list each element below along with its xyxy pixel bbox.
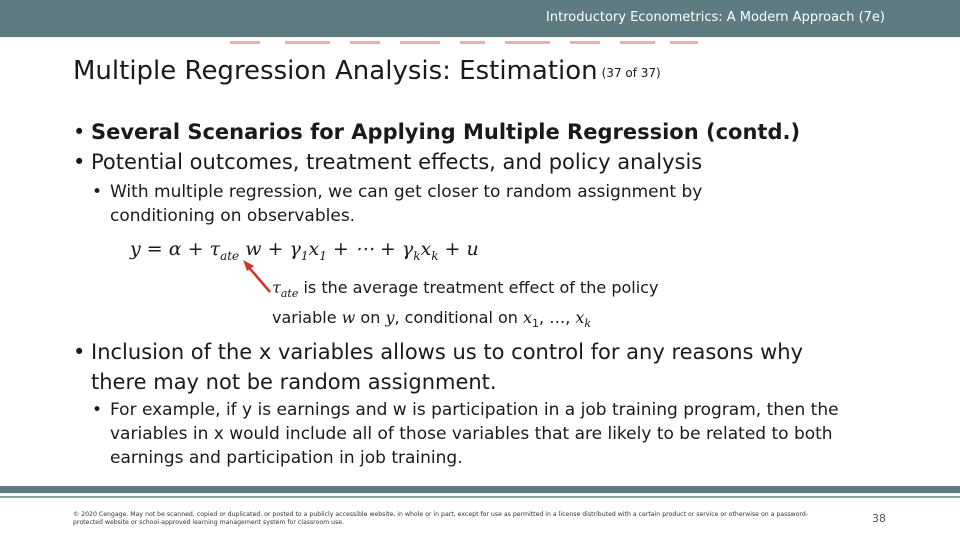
tau-note [272,276,658,336]
subbullet-example: • For example, if y is earnings and w is participation in a job training program, then the variables in x would include all of those variables that are likely to be related to both earnings and participation in job training. [92,398,872,470]
bullet-inclusion-cont [91,370,497,394]
bullet-potential-outcomes-text: Potential outcomes, treatment effects, and policy analysis [91,150,703,174]
bullet-inclusion: • Inclusion of the x variables allows us to control for any reasons why [73,340,804,364]
copyright-notice: © 2020 Cengage. May not be scanned, copied or duplicated, or posted to a publicly accessible website, in whole or in part, except for use as permitted in a license distributed with a certain product or service or otherwise on a password-protected website or school-approved learning management system for classroom use. [73,511,808,526]
subbullet-example-text: For example, if y is earnings and w is participation in a job training program, then the variables in x would include all of those variables that are likely to be related to both earnings and participation in job training. [110,400,839,468]
tau-note-line1-text: is the average treatment effect of the policy [303,278,659,297]
book-title: Introductory Econometrics: A Modern Approach (7e) [546,10,885,25]
bullet-scenarios: • Several Scenarios for Applying Multiple Regression (contd.) [73,120,801,144]
bullet-inclusion-line2: there may not be random assignment. [91,370,497,394]
page-number: 38 [872,512,886,525]
slide-counter: (37 of 37) [601,66,661,80]
tau-note-line2: variable w on y, conditional on $x_1$, …, $x_k$ [272,308,592,331]
decorative-dashes [230,40,700,46]
regression-formula: $y = \alpha + \tau_{ate}$ $w + \gamma_1x_1$ + ⋯ + $\gamma_kx_k + u$ [130,238,479,263]
slide-title [73,56,661,86]
slide-title-text: Multiple Regression Analysis: Estimation [73,56,598,86]
bottom-bar [0,486,960,493]
bottom-divider [0,496,960,498]
tau-note-line1: $\tau_{ate}$ is the average treatment effect of the policy [272,278,659,301]
bullet-inclusion-line1: Inclusion of the x variables allows us to control for any reasons why [91,340,804,364]
subbullet-conditioning-text: With multiple regression, we can get closer to random assignment by conditioning on observables. [110,182,703,226]
bullet-potential-outcomes: • Potential outcomes, treatment effects, and policy analysis [73,150,703,174]
top-bar [0,0,960,37]
subbullet-conditioning: • With multiple regression, we can get closer to random assignment by conditioning on observables. [92,180,772,228]
bullet-scenarios-text: Several Scenarios for Applying Multiple Regression (contd.) [91,120,801,144]
